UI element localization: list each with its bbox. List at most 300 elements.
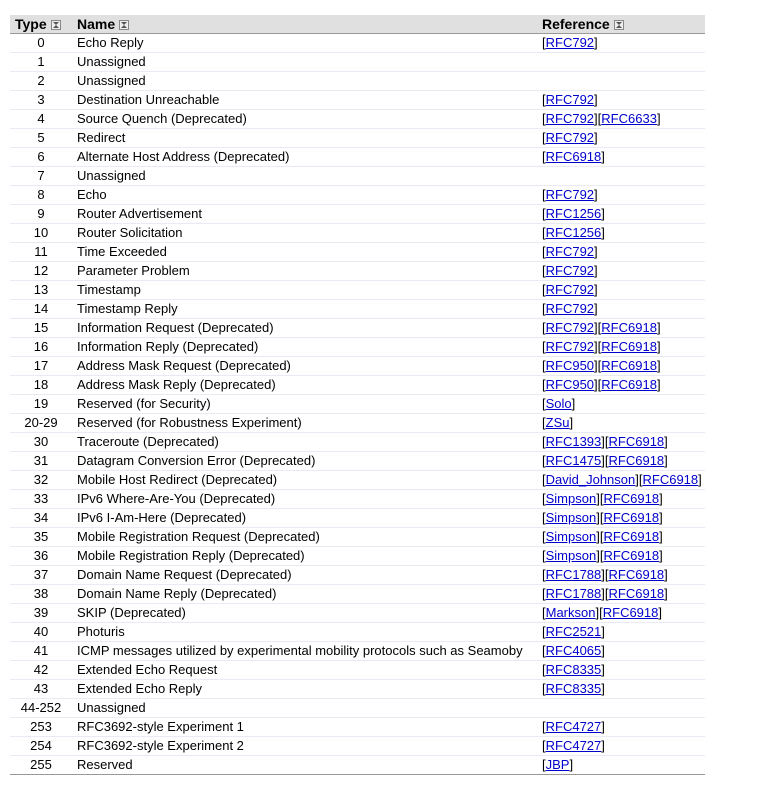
reference-cell [537,433,705,452]
reference-link[interactable]: Solo [545,396,572,411]
type-cell: 8 [10,186,72,205]
bracket-close: ] [594,320,598,335]
bracket-open: [ [542,92,546,107]
table-row [10,566,705,585]
reference-link[interactable]: David_Johnson [545,472,636,487]
reference-cell [537,91,705,110]
column-header-type-label: Type [15,16,47,32]
table-row [10,262,705,281]
name-cell: Router Solicitation [72,224,537,243]
bracket-open: [ [542,586,546,601]
type-cell: 34 [10,509,72,528]
reference-cell [537,395,705,414]
bracket-close: ] [596,510,600,525]
bracket-close: ] [571,396,576,411]
bracket-open: [ [542,643,546,658]
type-cell: 35 [10,528,72,547]
table-row [10,604,705,623]
bracket-open: [ [597,320,602,335]
bracket-open: [ [542,681,546,696]
reference-link[interactable]: RFC792 [545,244,595,259]
reference-cell [537,376,705,395]
name-cell: SKIP (Deprecated) [72,604,537,623]
reference-link[interactable]: ZSu [545,415,570,430]
reference-cell [537,490,705,509]
name-cell: Mobile Registration Reply (Deprecated) [72,547,537,566]
type-cell: 39 [10,604,72,623]
bracket-open: [ [542,282,546,297]
bracket-close: ] [659,510,663,525]
reference-link[interactable]: Markson [545,605,596,620]
bracket-close: ] [658,605,662,620]
bracket-close: ] [594,130,598,145]
name-cell: Time Exceeded [72,243,537,262]
name-cell: Domain Name Request (Deprecated) [72,566,537,585]
table-row [10,53,705,72]
type-cell: 10 [10,224,72,243]
reference-link[interactable]: RFC1256 [545,225,602,240]
reference-link[interactable]: Simpson [545,491,597,506]
type-cell: 44-252 [10,699,72,718]
reference-link[interactable]: Simpson [545,510,597,525]
table-row [10,395,705,414]
bracket-close: ] [594,92,598,107]
reference-link[interactable]: RFC792 [545,35,595,50]
bracket-close: ] [594,35,598,50]
bracket-close: ] [601,719,605,734]
reference-link[interactable]: RFC1393 [545,434,602,449]
reference-cell [537,642,705,661]
bracket-open: [ [597,339,602,354]
reference-cell [537,699,705,718]
reference-link[interactable]: RFC6918 [608,567,665,582]
bracket-close: ] [601,624,605,639]
bracket-open: [ [542,415,546,430]
reference-link[interactable]: RFC1256 [545,206,602,221]
table-row [10,718,705,737]
reference-link[interactable]: RFC950 [545,377,595,392]
type-cell: 43 [10,680,72,699]
reference-link[interactable]: RFC792 [545,263,595,278]
table-row [10,243,705,262]
reference-cell [537,737,705,756]
reference-link[interactable]: RFC6918 [601,377,657,392]
bracket-open: [ [542,358,546,373]
name-cell: Source Quench (Deprecated) [72,110,537,129]
reference-link[interactable]: RFC4065 [545,643,602,658]
reference-cell [537,547,705,566]
type-cell: 7 [10,167,72,186]
reference-link[interactable]: RFC6918 [602,605,659,620]
bracket-open: [ [542,453,546,468]
table-row [10,186,705,205]
reference-link[interactable]: RFC6918 [601,320,657,335]
bracket-open: [ [597,377,602,392]
reference-cell [537,604,705,623]
bracket-close: ] [596,491,600,506]
name-cell: Unassigned [72,72,537,91]
bracket-close: ] [601,643,605,658]
name-cell: Unassigned [72,53,537,72]
bracket-close: ] [601,206,605,221]
name-cell: IPv6 Where-Are-You (Deprecated) [72,490,537,509]
reference-link[interactable]: RFC6918 [608,434,665,449]
bracket-close: ] [594,111,598,126]
table-row [10,433,705,452]
table-row [10,281,705,300]
bracket-open: [ [542,225,546,240]
bracket-open: [ [542,472,546,487]
table-row [10,528,705,547]
column-header-type[interactable] [10,15,72,34]
bracket-close: ] [656,358,661,373]
type-cell: 31 [10,452,72,471]
bracket-open: [ [542,757,546,772]
name-cell: Traceroute (Deprecated) [72,433,537,452]
reference-link[interactable]: RFC4727 [545,719,602,734]
table-row [10,452,705,471]
name-cell: Information Request (Deprecated) [72,319,537,338]
bracket-open: [ [542,719,546,734]
type-cell: 40 [10,623,72,642]
reference-link[interactable]: RFC792 [545,111,595,126]
name-cell: Photuris [72,623,537,642]
column-header-reference-label: Reference [542,16,610,32]
reference-cell [537,224,705,243]
reference-cell [537,680,705,699]
bracket-close: ] [601,453,605,468]
bracket-open: [ [604,434,609,449]
table-row [10,357,705,376]
table-row [10,224,705,243]
sort-icon[interactable] [51,20,61,30]
reference-link[interactable]: RFC792 [545,320,595,335]
table-row [10,490,705,509]
table-row [10,376,705,395]
reference-cell [537,509,705,528]
reference-cell [537,186,705,205]
bracket-open: [ [542,263,546,278]
reference-link[interactable]: RFC1788 [545,586,602,601]
icmp-types-table [10,15,705,775]
reference-link[interactable]: RFC6918 [608,586,665,601]
table-row [10,72,705,91]
name-cell: Mobile Host Redirect (Deprecated) [72,471,537,490]
reference-link[interactable]: RFC6918 [601,339,657,354]
reference-link[interactable]: RFC950 [545,358,595,373]
reference-cell [537,129,705,148]
table-row [10,205,705,224]
name-cell: Alternate Host Address (Deprecated) [72,148,537,167]
name-cell: Address Mask Reply (Deprecated) [72,376,537,395]
reference-cell [537,452,705,471]
reference-link[interactable]: RFC6918 [608,453,665,468]
table-row [10,300,705,319]
bracket-close: ] [594,339,598,354]
reference-link[interactable]: RFC792 [545,282,595,297]
bracket-close: ] [635,472,639,487]
type-cell: 19 [10,395,72,414]
reference-link[interactable]: RFC1788 [545,567,602,582]
bracket-close: ] [569,757,574,772]
type-cell: 38 [10,585,72,604]
bracket-open: [ [542,206,546,221]
type-cell: 5 [10,129,72,148]
table-row [10,661,705,680]
sort-icon[interactable] [119,20,129,30]
bracket-open: [ [604,586,609,601]
type-cell: 41 [10,642,72,661]
bracket-close: ] [594,377,598,392]
column-header-name-label: Name [77,16,116,32]
name-cell: RFC3692-style Experiment 1 [72,718,537,737]
reference-link[interactable]: Simpson [545,529,597,544]
reference-link[interactable]: RFC6918 [642,472,699,487]
name-cell: Extended Echo Reply [72,680,537,699]
bracket-close: ] [601,586,605,601]
name-cell: Reserved (for Security) [72,395,537,414]
bracket-close: ] [569,415,574,430]
type-cell: 17 [10,357,72,376]
bracket-open: [ [542,548,546,563]
type-cell: 3 [10,91,72,110]
table-row [10,338,705,357]
reference-cell [537,300,705,319]
bracket-close: ] [659,491,663,506]
reference-cell [537,414,705,433]
bracket-open: [ [542,529,546,544]
name-cell: Mobile Registration Request (Deprecated) [72,528,537,547]
table-row [10,623,705,642]
reference-cell [537,72,705,91]
name-cell: Echo Reply [72,34,537,53]
table-row [10,680,705,699]
reference-cell [537,528,705,547]
column-header-name[interactable] [72,15,537,34]
column-header-reference[interactable] [537,15,705,34]
table-row [10,34,705,53]
reference-cell [537,338,705,357]
type-cell: 0 [10,34,72,53]
type-cell: 253 [10,718,72,737]
bracket-open: [ [542,624,546,639]
sort-icon[interactable] [614,20,624,30]
name-cell: ICMP messages utilized by experimental mobility protocols such as Seamoby [72,642,537,661]
bracket-close: ] [601,738,605,753]
reference-link[interactable]: RFC6918 [603,491,660,506]
bracket-close: ] [595,605,600,620]
bracket-close: ] [594,244,598,259]
bracket-close: ] [656,377,661,392]
reference-cell [537,661,705,680]
reference-cell [537,148,705,167]
name-cell: Datagram Conversion Error (Deprecated) [72,452,537,471]
bracket-close: ] [664,567,668,582]
reference-link[interactable]: JBP [545,757,570,772]
table-row [10,585,705,604]
type-cell: 4 [10,110,72,129]
type-cell: 13 [10,281,72,300]
reference-link[interactable]: RFC6918 [603,510,660,525]
bracket-open: [ [599,529,604,544]
bracket-open: [ [542,738,546,753]
reference-link[interactable]: RFC792 [545,339,595,354]
bracket-open: [ [542,567,546,582]
bracket-open: [ [542,510,546,525]
reference-link[interactable]: RFC792 [545,92,595,107]
reference-link[interactable]: RFC6918 [603,529,660,544]
reference-link[interactable]: RFC8335 [545,681,602,696]
name-cell: Parameter Problem [72,262,537,281]
reference-cell [537,357,705,376]
bracket-open: [ [599,510,604,525]
type-cell: 9 [10,205,72,224]
reference-link[interactable]: RFC1475 [545,453,602,468]
bracket-open: [ [542,149,546,164]
type-cell: 33 [10,490,72,509]
name-cell: Redirect [72,129,537,148]
bracket-close: ] [601,149,605,164]
reference-link[interactable]: RFC2521 [545,624,602,639]
name-cell: Information Reply (Deprecated) [72,338,537,357]
bracket-open: [ [542,35,546,50]
reference-link[interactable]: RFC8335 [545,662,602,677]
reference-link[interactable]: RFC6633 [601,111,657,126]
reference-link[interactable]: RFC6918 [603,548,660,563]
bracket-close: ] [656,320,661,335]
reference-cell [537,566,705,585]
bracket-open: [ [542,130,546,145]
bracket-open: [ [604,453,609,468]
name-cell: Reserved (for Robustness Experiment) [72,414,537,433]
bracket-open: [ [542,605,546,620]
bracket-close: ] [601,434,605,449]
bracket-close: ] [601,567,605,582]
name-cell: IPv6 I-Am-Here (Deprecated) [72,509,537,528]
bracket-open: [ [542,662,546,677]
bracket-open: [ [542,320,546,335]
type-cell: 16 [10,338,72,357]
bracket-close: ] [656,111,661,126]
bracket-close: ] [601,681,605,696]
bracket-close: ] [594,187,598,202]
bracket-close: ] [594,358,598,373]
reference-cell [537,205,705,224]
name-cell: Unassigned [72,699,537,718]
type-cell: 36 [10,547,72,566]
bracket-open: [ [542,434,546,449]
bracket-close: ] [664,586,668,601]
table-header-row [10,15,705,34]
name-cell: Timestamp [72,281,537,300]
reference-cell [537,319,705,338]
name-cell: RFC3692-style Experiment 2 [72,737,537,756]
reference-cell [537,718,705,737]
reference-cell [537,585,705,604]
bracket-open: [ [542,491,546,506]
reference-link[interactable]: RFC792 [545,130,595,145]
bracket-close: ] [601,225,605,240]
reference-cell [537,623,705,642]
bracket-open: [ [542,244,546,259]
table-row [10,110,705,129]
name-cell: Address Mask Request (Deprecated) [72,357,537,376]
bracket-open: [ [542,339,546,354]
reference-link[interactable]: RFC4727 [545,738,602,753]
name-cell: Unassigned [72,167,537,186]
bracket-close: ] [698,472,702,487]
type-cell: 20-29 [10,414,72,433]
reference-cell [537,53,705,72]
name-cell: Echo [72,186,537,205]
reference-link[interactable]: RFC6918 [545,149,602,164]
table-row [10,756,705,775]
name-cell: Reserved [72,756,537,775]
bracket-close: ] [594,263,598,278]
reference-link[interactable]: RFC792 [545,301,595,316]
reference-cell [537,167,705,186]
name-cell: Domain Name Reply (Deprecated) [72,585,537,604]
bracket-close: ] [664,434,668,449]
table-row [10,414,705,433]
bracket-open: [ [599,605,603,620]
bracket-close: ] [601,662,605,677]
bracket-close: ] [659,548,663,563]
table-row [10,509,705,528]
type-cell: 15 [10,319,72,338]
reference-link[interactable]: RFC6918 [601,358,657,373]
bracket-close: ] [664,453,668,468]
name-cell: Timestamp Reply [72,300,537,319]
type-cell: 11 [10,243,72,262]
reference-cell [537,281,705,300]
type-cell: 30 [10,433,72,452]
table-row [10,547,705,566]
bracket-open: [ [542,111,546,126]
bracket-close: ] [596,548,600,563]
bracket-open: [ [597,358,602,373]
name-cell: Destination Unreachable [72,91,537,110]
reference-link[interactable]: Simpson [545,548,597,563]
bracket-open: [ [542,396,546,411]
bracket-open: [ [542,377,546,392]
type-cell: 37 [10,566,72,585]
table-row [10,471,705,490]
table-row [10,167,705,186]
bracket-open: [ [597,111,602,126]
type-cell: 255 [10,756,72,775]
bracket-close: ] [594,282,598,297]
type-cell: 42 [10,661,72,680]
bracket-open: [ [604,567,609,582]
table-row [10,129,705,148]
bracket-close: ] [659,529,663,544]
type-cell: 18 [10,376,72,395]
type-cell: 14 [10,300,72,319]
bracket-open: [ [542,301,546,316]
bracket-open: [ [599,491,604,506]
reference-cell [537,243,705,262]
name-cell: Router Advertisement [72,205,537,224]
type-cell: 2 [10,72,72,91]
table-row [10,642,705,661]
bracket-open: [ [638,472,643,487]
reference-link[interactable]: RFC792 [545,187,595,202]
reference-cell [537,262,705,281]
bracket-close: ] [594,301,598,316]
table-row [10,91,705,110]
type-cell: 254 [10,737,72,756]
